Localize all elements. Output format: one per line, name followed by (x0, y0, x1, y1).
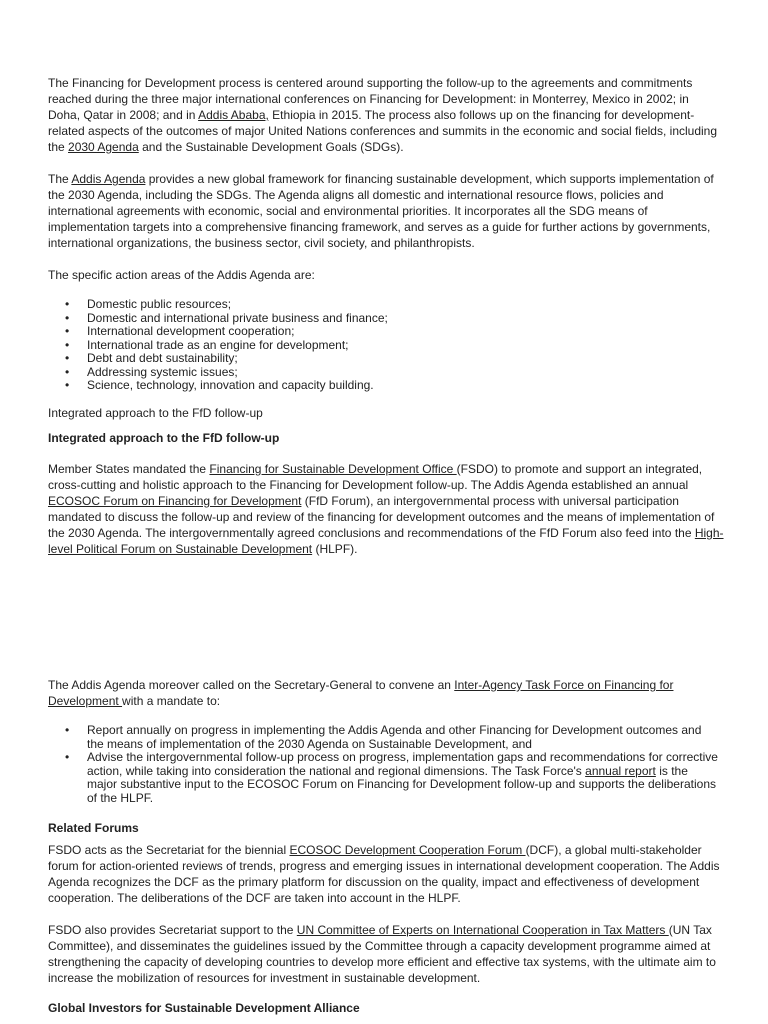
mandate-text-2: is the major substantive input to the ECOSOC Forum on Financing for Development follow-up and supports the deliberations of the HLPF. (87, 763, 716, 805)
hlpf-link[interactable]: High-level Political Forum on Sustainable Development (48, 526, 724, 556)
list-item: • Science, technology, innovation and capacity building. (48, 379, 718, 393)
intro-text-1: The Financing for Development process is centered around supporting the follow-up to the agreements and commitments reached during the three major international conferences on Financing for Development: in Monterrey, Mexico in 2002; in Doha, Qatar in 2008; and in (48, 76, 693, 122)
list-item: • Addressing systemic issues; (48, 366, 718, 380)
integrated-heading: Integrated approach to the FfD follow-up (48, 431, 280, 445)
list-item: • Debt and debt sustainability; (48, 352, 718, 366)
dcf-paragraph (48, 842, 724, 906)
fsdo-paragraph (48, 461, 724, 557)
related-forums-heading: Related Forums (48, 821, 139, 835)
intro-text-2: Ethiopia in 2015. The process also follows up on the financing for development-related aspects of the outcomes of major United Nations conferences and summits in the economic and social fields, including the (48, 108, 718, 154)
integrated-plain-title: Integrated approach to the FfD follow-up (48, 406, 263, 420)
dcf-text-2: (DCF), a global multi-stakeholder forum for action-oriented reviews of trends, progress and emerging issues in international development cooperation. The Addis Agenda recognizes the DCF as the primary platform for discussion on the quality, impact and effectiveness of development cooperation. The deliberations of the DCF are taken into account in the HLPF. (48, 843, 720, 905)
addis-agenda-paragraph (48, 171, 724, 251)
dcf-link[interactable]: ECOSOC Development Cooperation Forum (289, 843, 526, 857)
list-item: • Report annually on progress in implementing the Addis Agenda and other Financing for Development outcomes and the means of implementation of the 2030 Agenda on Sustainable Development, and (48, 724, 718, 751)
action-areas-intro: The specific action areas of the Addis Agenda are: (48, 268, 315, 282)
intro-text-3: and the Sustainable Development Goals (SDGs). (138, 140, 404, 154)
list-item: • Domestic public resources; (48, 298, 718, 312)
tax-committee-paragraph (48, 922, 724, 986)
taskforce-paragraph (48, 677, 724, 709)
dcf-text-1: FSDO acts as the Secretariat for the biennial (48, 843, 290, 857)
annual-report-link[interactable]: annual report (585, 763, 656, 778)
addis-text-2: provides a new global framework for financing sustainable development, which supports implementation of the 2030 Agenda, including the SDGs. The Agenda aligns all domestic and international resource flows, policies and international agreements with economic, social and environmental priorities. It incorporates all the SDG means of implementation targets into a comprehensive financing framework, and serves as a guide for further actions by governments, international organizations, the business sector, civil society, and philanthropists. (48, 172, 714, 250)
gisd-heading: Global Investors for Sustainable Development Alliance (48, 1001, 360, 1015)
mandate-text-1: Advise the intergovernmental follow-up process on progress, implementation gaps and recommendations for corrective action, while taking into consideration the national and regional dimensions. The Task Force's (87, 750, 718, 778)
addis-ababa-link[interactable]: Addis Ababa, (198, 108, 269, 122)
fsdo-text-4: (HLPF). (312, 542, 358, 556)
ffd-forum-link[interactable]: ECOSOC Forum on Financing for Development (48, 494, 302, 508)
action-areas-list (48, 298, 718, 393)
addis-agenda-link[interactable]: Addis Agenda (71, 172, 146, 186)
list-item: • International trade as an engine for development; (48, 339, 718, 353)
iatf-link[interactable]: Inter-Agency Task Force on Financing for Development (48, 678, 674, 708)
fsdo-link[interactable]: Financing for Sustainable Development Office (209, 462, 457, 476)
tax-committee-link[interactable]: UN Committee of Experts on International Cooperation in Tax Matters (296, 923, 669, 937)
taskforce-mandate-list (48, 724, 718, 805)
fsdo-text-1: Member States mandated the (48, 462, 210, 476)
tax-text-1: FSDO also provides Secretariat support to the (48, 923, 297, 937)
agenda-2030-link[interactable]: 2030 Agenda (68, 140, 139, 154)
list-item: • Domestic and international private business and finance; (48, 312, 718, 326)
addis-text-1: The (48, 172, 72, 186)
tax-text-2: (UN Tax Committee), and disseminates the guidelines issued by the Committee through a capacity development programme aimed at strengthening the capacity of developing countries to develop more efficient and effective tax systems, with the ultimate aim to increase the mobilization of resources for investment in sustainable development. (48, 923, 716, 985)
list-item: • International development cooperation; (48, 325, 718, 339)
list-item (48, 751, 718, 805)
intro-paragraph (48, 75, 724, 155)
fsdo-text-3: (FfD Forum), an intergovernmental process with universal participation mandated to discuss the follow-up and review of the financing for development outcomes and the means of implementation of the 2030 Agenda. The intergovernmentally agreed conclusions and recommendations of the FfD Forum also feed into the (48, 494, 715, 540)
taskforce-text-2: with a mandate to: (122, 694, 221, 708)
fsdo-text-2: (FSDO) to promote and support an integrated, cross-cutting and holistic approach to the Financing for Development follow-up. The Addis Agenda established an annual (48, 462, 703, 492)
taskforce-text-1: The Addis Agenda moreover called on the Secretary-General to convene an (48, 678, 455, 692)
